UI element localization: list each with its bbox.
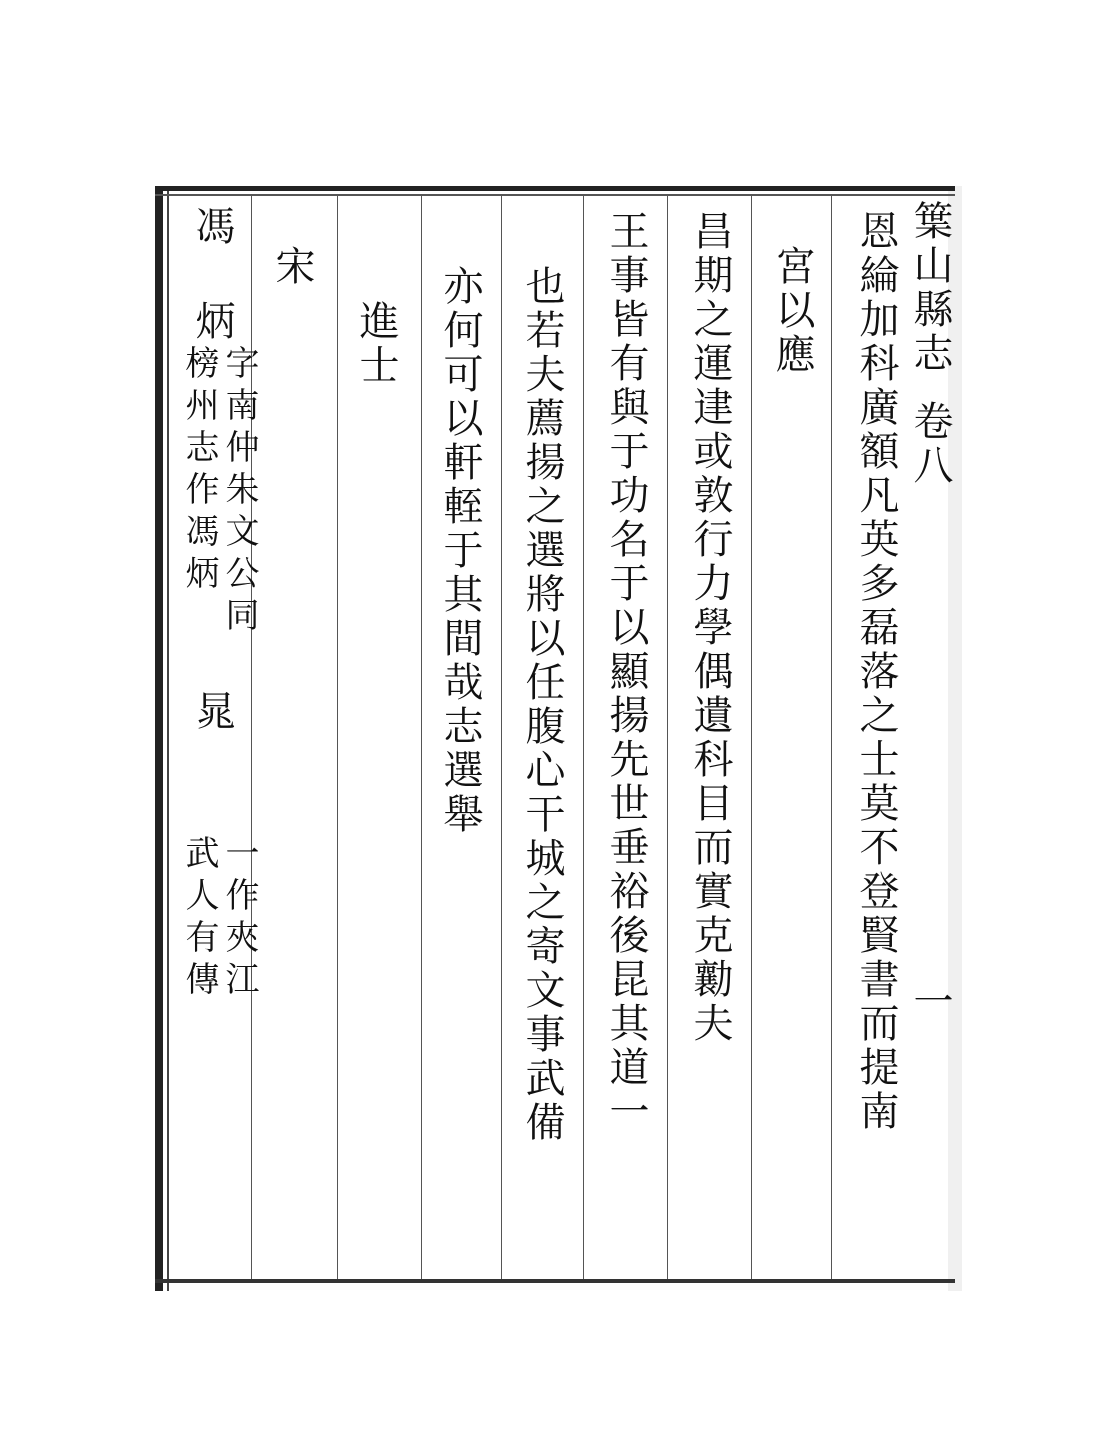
frame-border-left-inner bbox=[167, 186, 169, 1291]
page-number: 一 bbox=[907, 980, 953, 1024]
section-heading-jinshi: 進士 bbox=[353, 300, 399, 388]
volume-label: 卷八 bbox=[907, 400, 953, 488]
text-column-4: 王事皆有與于功名于以顯揚先世垂裕後昆其道一 bbox=[603, 210, 649, 1134]
frame-border-top-inner bbox=[155, 194, 955, 196]
note-right: 字南仲朱文公同 bbox=[219, 345, 259, 639]
frame-border-bottom bbox=[155, 1279, 955, 1283]
column-rule bbox=[583, 196, 584, 1279]
dynasty-heading-song: 宋 bbox=[269, 245, 315, 289]
column-rule bbox=[337, 196, 338, 1279]
text-column-2: 宮以應 bbox=[769, 245, 815, 377]
person-name: 炳 bbox=[189, 300, 235, 344]
surname-feng: 馮 bbox=[189, 205, 235, 249]
book-title: 䈎山縣志 bbox=[907, 200, 953, 376]
note2-right: 一作夾江 bbox=[219, 835, 259, 1003]
text-column-3: 昌期之運䢖或敦行力學偶遺科目而實克勷夫 bbox=[687, 210, 733, 1046]
text-column-1: 恩綸加科廣額凡英多磊落之士莫不登賢書而提南 bbox=[853, 210, 899, 1134]
text-column-5: 也若夫薦揚之選將以任腹心干城之寄文事武備 bbox=[519, 265, 565, 1145]
column-rule bbox=[421, 196, 422, 1279]
note-left: 榜州志作馮炳 bbox=[179, 345, 219, 597]
column-rule bbox=[667, 196, 668, 1279]
column-rule bbox=[751, 196, 752, 1279]
frame-border-top bbox=[155, 186, 955, 191]
text-column-6: 亦何可以軒輊于其間哉志選舉 bbox=[437, 265, 483, 837]
person-name-2: 晁 bbox=[189, 690, 235, 734]
note2-left: 武人有傳 bbox=[179, 835, 219, 1003]
column-rule bbox=[501, 196, 502, 1279]
column-rule bbox=[831, 196, 832, 1279]
frame-border-left bbox=[155, 186, 163, 1291]
